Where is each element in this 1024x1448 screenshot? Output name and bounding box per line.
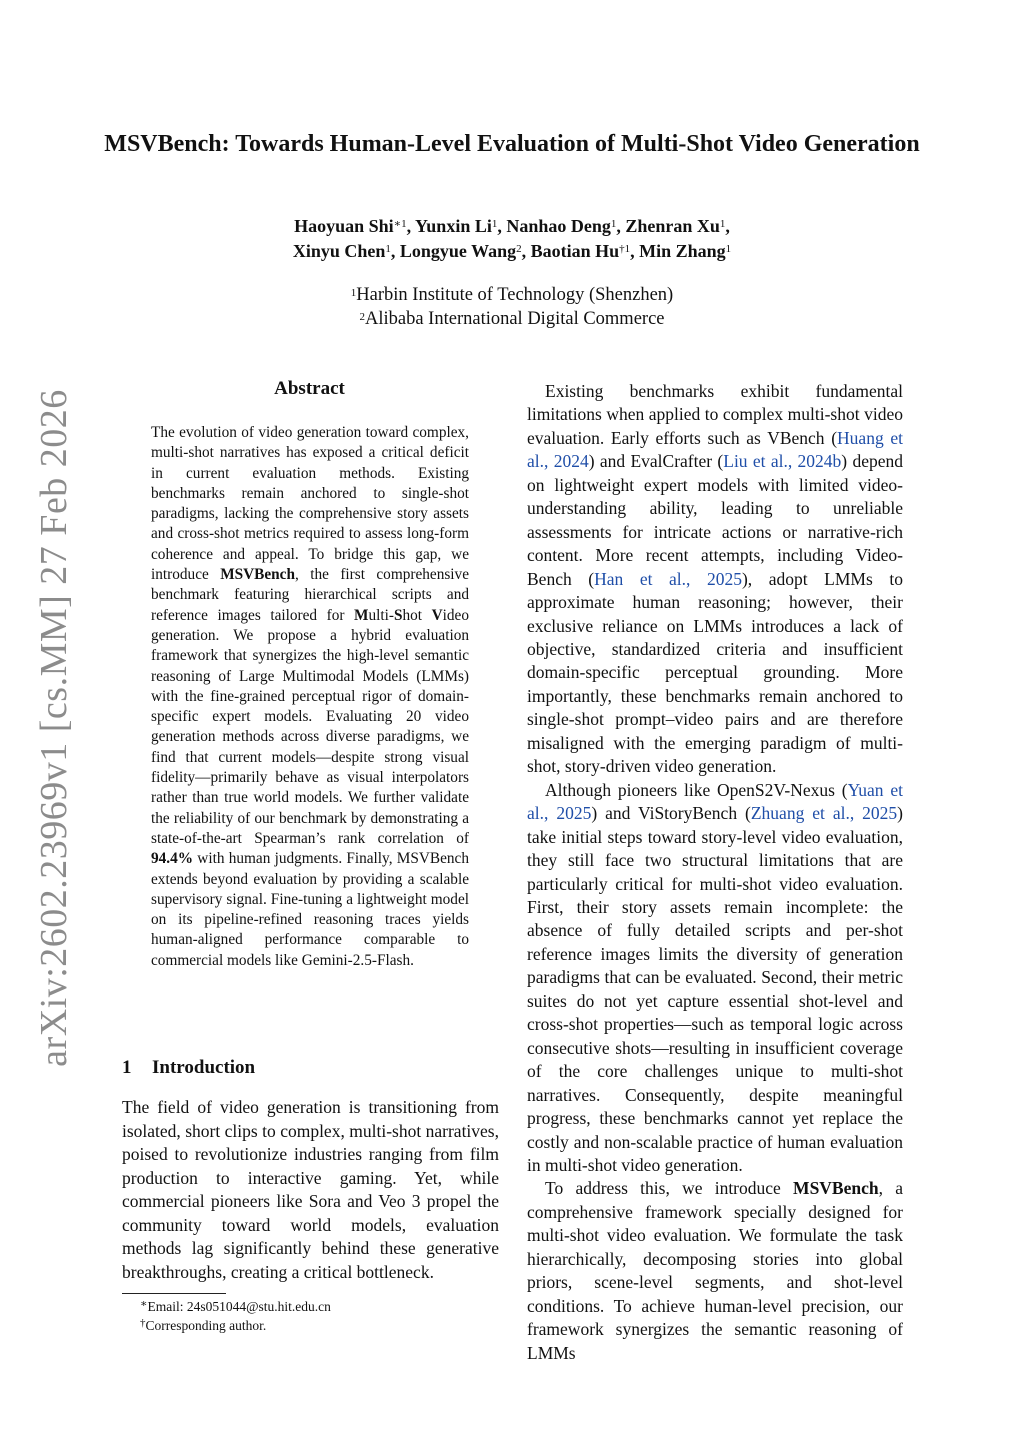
affiliation bbox=[100, 307, 924, 331]
author-affiliation-mark: 2 bbox=[516, 243, 522, 255]
right-column bbox=[527, 380, 903, 1365]
footnote-text: Corresponding author. bbox=[145, 1318, 267, 1333]
author-name: Zhenran Xu bbox=[625, 216, 720, 236]
footnote-text: Email: 24s051044@stu.hit.edu.cn bbox=[147, 1299, 331, 1314]
footnote-mark: † bbox=[140, 1317, 146, 1329]
citation-link[interactable]: Yuan et al., 2025 bbox=[527, 779, 903, 824]
author-list bbox=[100, 214, 924, 264]
body-bold-term: MSVBench bbox=[793, 1178, 879, 1199]
author-name: Yunxin Li bbox=[414, 216, 492, 236]
intro-paragraph: The field of video generation is transitioning from isolated, short clips to complex, multi-shot narratives, poised to revolutionize industries ranging from film production to interactive gaming. Yet, while commercial pioneers like Sora and Veo 3 propel the community toward world models, evaluation methods lag significantly behind these generative breakthroughs, creating a critical bottleneck. bbox=[122, 1097, 499, 1282]
footnote bbox=[140, 1316, 331, 1335]
author-line-1: Haoyuan Shi$^{∗1}$, Yunxin Li$^1$, Nanhao Deng$^1$, Zhenran Xu$^1$, bbox=[294, 216, 730, 236]
body-text: Existing benchmarks exhibit fundamental limitations when applied to complex multi-shot video evaluation. Early efforts such as VBench ( bbox=[527, 381, 903, 448]
citation-link[interactable]: Zhuang et al., 2025 bbox=[750, 803, 898, 824]
author-name: Baotian Hu bbox=[530, 241, 620, 261]
body-paragraph bbox=[527, 380, 903, 779]
abstract-text: , the first comprehensive benchmark featuring hierarchical scripts and reference images tailored for bbox=[151, 566, 469, 624]
citation-link[interactable]: Huang et al., 2024 bbox=[527, 427, 903, 472]
affiliation-text: Alibaba International Digital Commerce bbox=[365, 309, 665, 329]
author-name: Xinyu Chen bbox=[292, 241, 386, 261]
author-affiliation-mark: 1 bbox=[610, 218, 617, 230]
abstract-text: The evolution of video generation toward complex, multi-shot narratives has exposed a critical deficit in current evaluation methods. Existing benchmarks remain anchored to single-shot paradigms, lacking the comprehensive story assets and cross-shot metrics required to assess long-form coherence and appeal. To bridge this gap, we introduce bbox=[151, 424, 469, 584]
body-text: ) and EvalCrafter ( bbox=[588, 451, 724, 472]
author-name: Min Zhang bbox=[639, 241, 726, 261]
author-name: Nanhao Deng bbox=[506, 216, 611, 236]
body-text: ), adopt LMMs to approximate human reasoning; however, their exclusive reliance on LMMs introduces a lack of objective, standardized criteria and insufficient domain-specific perceptual grounding. More importantly, these benchmarks remain anchored to single-shot prompt–video pairs and are therefore misaligned with the emerging paradigm of multi-shot, story-driven video generation. bbox=[527, 568, 903, 777]
footnote bbox=[140, 1297, 331, 1316]
acronym-letter: M bbox=[354, 606, 369, 624]
abstract-text: ideo generation. We propose a hybrid evaluation framework that synergizes the high-level semantic reasoning of Large Multimodal Models (LMMs) with the fine-grained perceptual rigor of domain-specific expert models. Evaluating 20 video generation methods across diverse paradigms, we find that current models—despite strong visual fidelity—primarily behave as visual interpolators rather than true world models. We further validate the reliability of our benchmark by demonstrating a state-of-the-art Spearman’s rank correlation of bbox=[151, 606, 469, 847]
abstract-body bbox=[151, 423, 469, 971]
paper-title: MSVBench: Towards Human-Level Evaluation of Multi-Shot Video Generation bbox=[104, 131, 920, 157]
body-text: ) take initial steps toward story-level video evaluation, they still face two structural limitations that are particularly critical for multi-shot video evaluation. First, their story assets remain incomplete: the absence of fully detailed scripts and per-shot reference images limits the diversity of generation paradigms that can be evaluated. Second, their metric suites do not yet capture essential shot-level and cross-shot properties—such as temporal logic across consecutive shots—resulting in insufficient coverage of the core challenges unique to multi-shot narratives. Consequently, despite meaningful progress, these benchmarks cannot yet replace the costly and non-scalable practice of human evaluation in multi-shot video generation. bbox=[527, 803, 903, 1175]
author-affiliation-mark: 1 bbox=[385, 243, 391, 255]
abstract-text: hot bbox=[402, 606, 432, 624]
affiliation-mark: 2 bbox=[359, 311, 365, 323]
author-name: Haoyuan Shi bbox=[294, 216, 394, 236]
affiliation bbox=[100, 283, 924, 307]
citation-link[interactable]: Han et al., 2025 bbox=[594, 568, 742, 589]
author-affiliation-mark: †1 bbox=[619, 243, 631, 255]
citation-link[interactable]: Liu et al., 2024b bbox=[723, 451, 842, 472]
body-text: To address this, we introduce bbox=[545, 1178, 794, 1199]
section-title: Introduction bbox=[152, 1057, 256, 1078]
abstract-bold-term: 94.4% bbox=[151, 850, 194, 868]
abstract-heading: Abstract bbox=[274, 378, 345, 399]
body-text: ) depend on lightweight expert models with limited video-understanding ability, leading to unreliable assessments for intricate actions or narrative-rich content. More recent attempts, including Video-Bench ( bbox=[527, 451, 903, 589]
body-paragraph bbox=[527, 779, 903, 1178]
author-name: Longyue Wang bbox=[399, 241, 517, 261]
body-text: , a comprehensive framework specially designed for multi-shot video evaluation. We formulate the task hierarchically, decomposing stories into global priors, scene-level segments, and shot-level conditions. To achieve human-level precision, our framework synergizes the semantic reasoning of LMMs bbox=[527, 1178, 903, 1363]
footnotes bbox=[140, 1297, 331, 1335]
author-affiliation-mark: 1 bbox=[719, 218, 726, 230]
acronym-letter: V bbox=[431, 606, 443, 624]
affiliation-text: Harbin Institute of Technology (Shenzhen) bbox=[356, 285, 674, 305]
arxiv-identifier: arXiv:2602.23969v1 [cs.MM] 27 Feb 2026 bbox=[33, 389, 75, 1067]
acronym-letter: S bbox=[393, 606, 403, 624]
footnote-mark: ∗ bbox=[140, 1298, 148, 1310]
abstract-bold-term: MSVBench bbox=[220, 566, 295, 584]
footnote-divider bbox=[122, 1293, 226, 1294]
body-text: ) and ViStoryBench ( bbox=[591, 803, 751, 824]
body-paragraph bbox=[527, 1177, 903, 1365]
body-text: Although pioneers like OpenS2V-Nexus ( bbox=[545, 779, 848, 800]
author-affiliation-mark: ∗1 bbox=[393, 218, 407, 230]
author-affiliation-mark: 1 bbox=[491, 218, 498, 230]
affiliations bbox=[100, 283, 924, 331]
abstract-text: ulti- bbox=[368, 606, 394, 624]
author-line-2: Xinyu Chen$^1$, Longyue Wang$^2$, Baotian Hu$^{\dagger 1}$, Min Zhang$^1$ bbox=[292, 241, 732, 261]
abstract-text: with human judgments. Finally, MSVBench extends beyond evaluation by providing a scalable supervisory signal. Fine-tuning a lightweight model on its pipeline-refined reasoning traces yields human-aligned performance comparable to commercial models like Gemini-2.5-Flash. bbox=[151, 850, 469, 969]
section-heading bbox=[122, 1057, 255, 1079]
author-affiliation-mark: 1 bbox=[725, 243, 732, 255]
section-number: 1 bbox=[122, 1057, 132, 1078]
affiliation-mark: 1 bbox=[350, 287, 357, 299]
